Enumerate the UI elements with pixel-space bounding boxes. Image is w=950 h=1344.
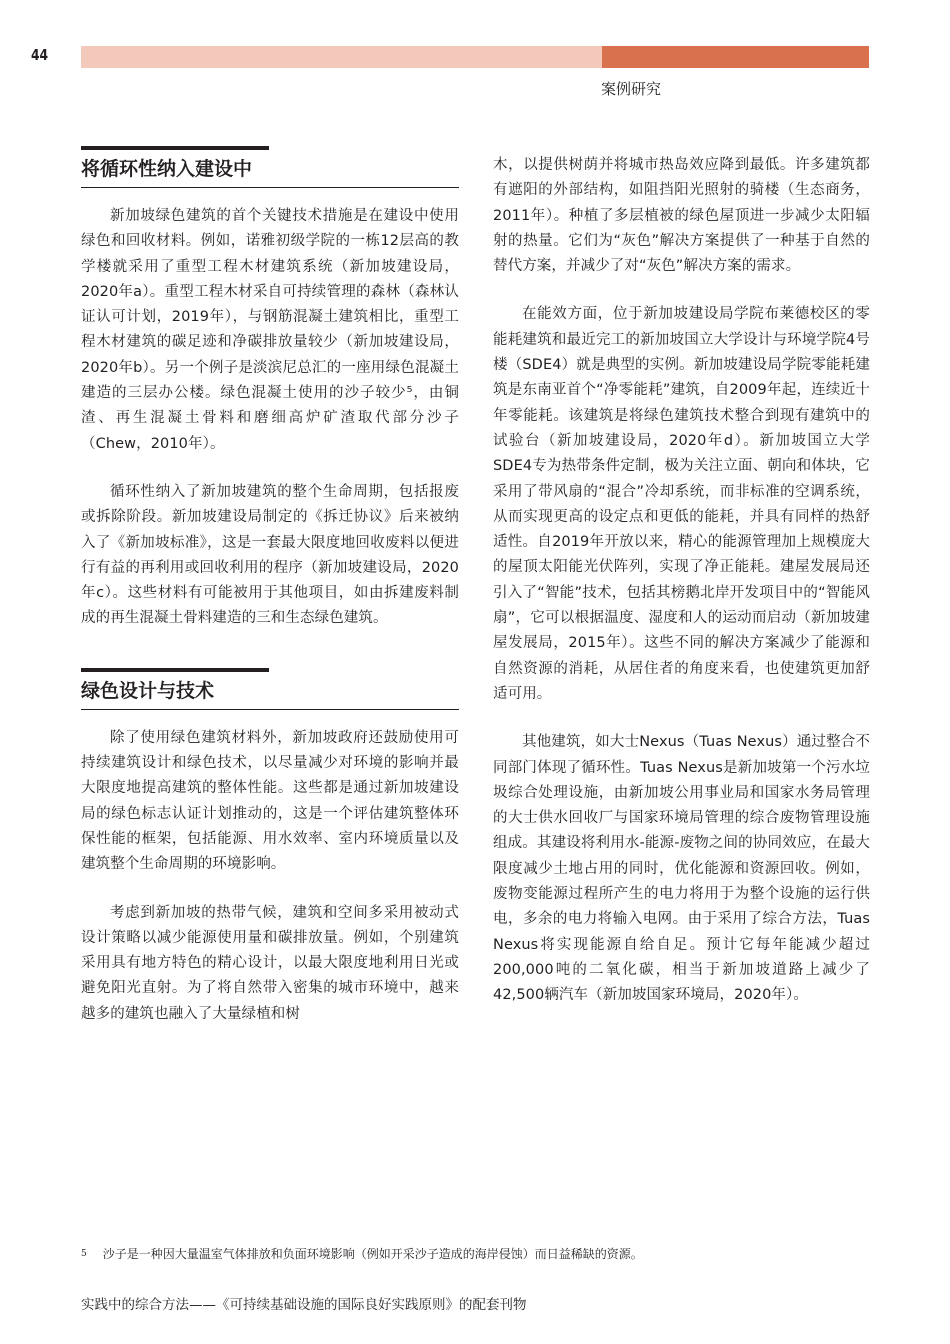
- paragraph: 考虑到新加坡的热带气候，建筑和空间多采用被动式设计策略以减少能源使用量和碳排放量。例如，个别建筑采用具有地方特色的精心设计，以最大限度地利用日光或避免阳光直射。为了将自然带入密集的城市环境中，越来越多的建筑也融入了大量绿植和树: [81, 904, 459, 1022]
- section-label: 案例研究: [601, 80, 662, 98]
- page-footer: 实践中的综合方法——《可持续基础设施的国际良好实践原则》的配套刊物: [81, 1297, 527, 1313]
- footnote-mark: 5: [81, 1249, 87, 1259]
- heading-rule: [81, 668, 269, 672]
- heading-text: 绿色设计与技术: [81, 679, 215, 702]
- paragraph: 木，以提供树荫并将城市热岛效应降到最低。许多建筑都有遮阳的外部结构，如阻挡阳光照射的骑楼（生态商务，2011年）。种植了多层植被的绿色屋顶进一步减少太阳辐射的热量。它们为“灰色”解决方案提供了一种基于自然的替代方案，并减少了对“灰色”解决方案的需求。: [493, 157, 870, 275]
- heading-underline: [81, 709, 459, 710]
- section-heading-green-design: [81, 668, 459, 710]
- paragraph: 循环性纳入了新加坡建筑的整个生命周期，包括报废或拆除阶段。新加坡建设局制定的《拆迁协议》后来被纳入了《新加坡标准》，这是一套最大限度地回收废料以便进行有益的再利用或回收利用的程序（新加坡建设局，2020年c）。这些材料有可能被用于其他项目，如由拆建废料制成的再生混凝土骨料建造的三和生态绿色建筑。: [81, 483, 459, 627]
- header-bar-accent: [602, 46, 869, 68]
- left-column: [81, 146, 459, 1027]
- section-heading-circularity: [81, 146, 459, 188]
- page-number: 44: [31, 46, 49, 64]
- paragraph: 其他建筑，如大士Nexus（Tuas Nexus）通过整合不同部门体现了循环性。Tuas Nexus是新加坡第一个污水垃圾综合处理设施，由新加坡公用事业局和国家水务局管理的大士供水回收厂与国家环境局管理的综合废物管理设施组成。其建设将利用水-能源-废物之间的协同效应，在最大限度减少土地占用的同时，优化能源和资源回收。例如，废物变能源过程所产生的电力将用于为整个设施的运行供电，多余的电力将输入电网。由于采用了综合方法，Tuas Nexus将实现能源自给自足。预计它每年能减少超过200,000吨的二氧化碳，相当于新加坡道路上减少了42,500辆汽车（新加坡国家环境局，2020年）。: [493, 734, 870, 1004]
- heading-rule: [81, 146, 269, 150]
- right-column: [493, 153, 871, 1009]
- paragraph: 在能效方面，位于新加坡建设局学院布莱德校区的零能耗建筑和最近完工的新加坡国立大学设计与环境学院4号楼（SDE4）就是典型的实例。新加坡建设局学院零能耗建筑是东南亚首个“净零能耗”建筑，自2009年起，连续近十年零能耗。该建筑是将绿色建筑技术整合到现有建筑中的试验台（新加坡建设局，2020年d）。新加坡国立大学SDE4专为热带条件定制，极为关注立面、朝向和体块，它采用了带风扇的“混合”冷却系统，而非标准的空调系统，从而实现更高的设定点和更低的能耗，并具有同样的热舒适性。自2019年开放以来，精心的能源管理加上规模庞大的屋顶太阳能光伏阵列，实现了净正能耗。建屋发展局还引入了“智能”技术，包括其榜鹅北岸开发项目中的“智能风扇”，它可以根据温度、湿度和人的运动而启动（新加坡建屋发展局，2015年）。这些不同的解决方案减少了能源和自然资源的消耗，从居住者的角度来看，也使建筑更加舒适可用。: [493, 306, 870, 702]
- heading-text: 将循环性纳入建设中: [81, 158, 253, 180]
- paragraph: 除了使用绿色建筑材料外，新加坡政府还鼓励使用可持续建筑设计和绿色技术，以尽量减少对环境的影响并最大限度地提高建筑的整体性能。这些都是通过新加坡建设局的绿色标志认证计划推动的，这是一个评估建筑整体环保性能的框架，包括能源、用水效率、室内环境质量以及建筑整个生命周期的环境影响。: [81, 729, 459, 873]
- footnote-text: 沙子是一种因大量温室气体排放和负面环境影响（例如开采沙子造成的海岸侵蚀）而日益稀缺的资源。: [102, 1247, 643, 1261]
- paragraph: 新加坡绿色建筑的首个关键技术措施是在建设中使用绿色和回收材料。例如，诺雅初级学院的一栋12层高的教学楼就采用了重型工程木材建筑系统（新加坡建设局，2020年a）。重型工程木材采自可持续管理的森林（森林认证认可计划，2019年），与钢筋混凝土建筑相比，重型工程木材建筑的碳足迹和净碳排放量较少（新加坡建设局，2020年b）。另一个例子是淡滨尼总汇的一座用绿色混凝土建造的三层办公楼。绿色混凝土使用的沙子较少⁵，由铜渣、再生混凝土骨料和磨细高炉矿渣取代部分沙子（Chew，2010年）。: [81, 208, 459, 452]
- header-bar-light: [81, 46, 602, 68]
- heading-underline: [81, 187, 459, 188]
- footnote: [81, 1245, 881, 1263]
